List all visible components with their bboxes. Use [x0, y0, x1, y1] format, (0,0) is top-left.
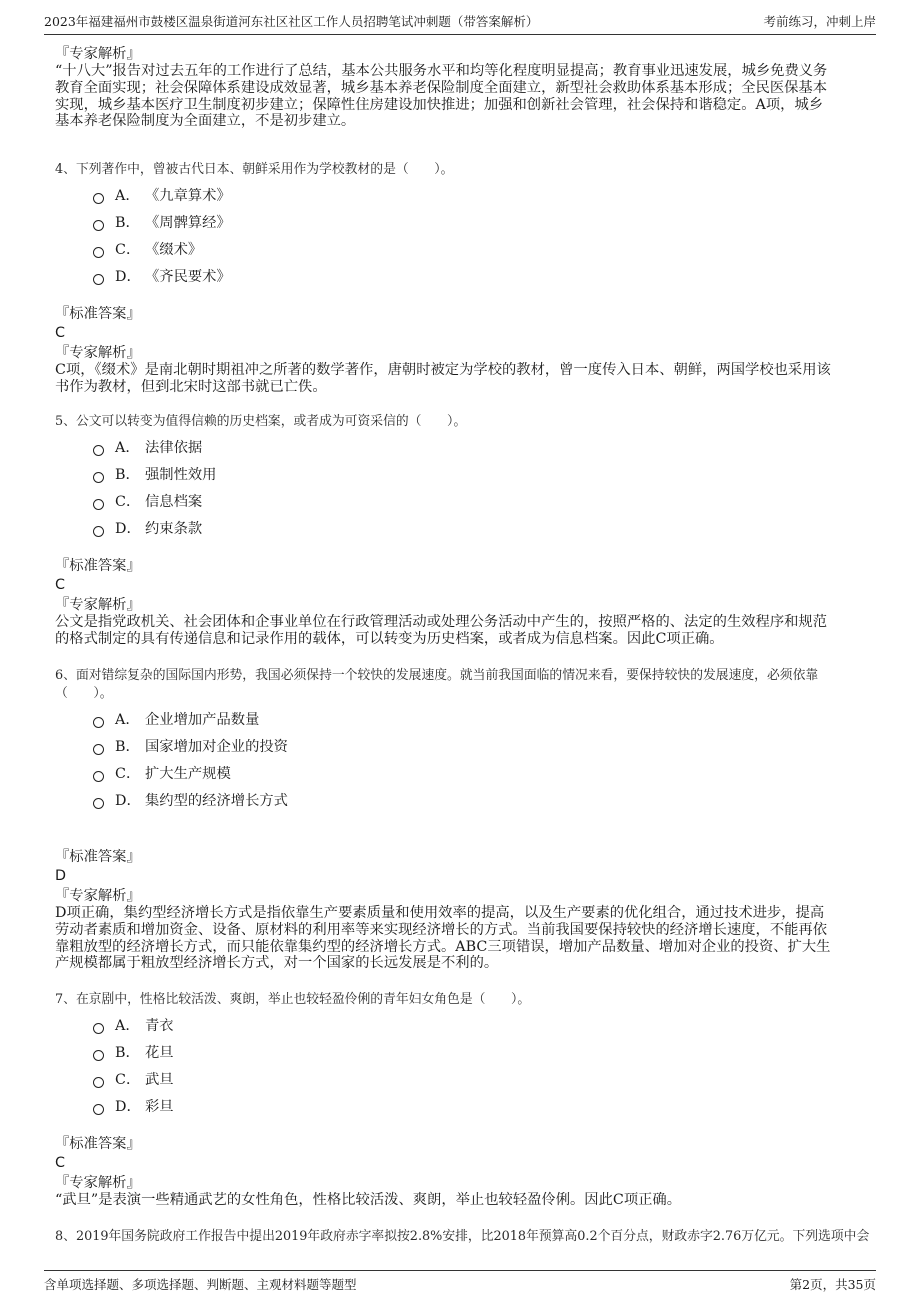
option-c[interactable]: C． 武旦 — [93, 1069, 174, 1089]
answer-value: C — [55, 577, 65, 593]
question-5-stem: 5、公文可以转变为值得信赖的历史档案，或者成为可资采信的（ ）。 — [55, 414, 467, 429]
radio-icon[interactable] — [93, 472, 104, 483]
radio-icon[interactable] — [93, 1023, 104, 1034]
analysis-line: 基本养老保险制度为全面建立，不是初步建立。 — [55, 113, 356, 130]
analysis-label: 『专家解析』 — [55, 888, 141, 904]
option-b[interactable]: B． 国家增加对企业的投资 — [93, 736, 288, 756]
option-c[interactable]: C． 《缀术》 — [93, 239, 202, 259]
option-b[interactable]: B． 《周髀算经》 — [93, 212, 231, 232]
answer-label: 『标准答案』 — [55, 306, 141, 322]
question-4-stem: 4、下列著作中，曾被古代日本、朝鲜采用作为学校教材的是（ ）。 — [55, 162, 454, 177]
answer-value: C — [55, 325, 65, 341]
analysis-label: 『专家解析』 — [55, 345, 141, 361]
radio-icon[interactable] — [93, 744, 104, 755]
option-b[interactable]: B． 花旦 — [93, 1042, 174, 1062]
option-a[interactable]: A． 企业增加产品数量 — [93, 709, 259, 729]
question-6-analysis: D项正确，集约型经济增长方式是指依靠生产要素质量和使用效率的提高，以及生产要素的优化组合，通过技术进步，提高 劳动者素质和增加资金、设备、原材料的利用率等来实现经济增长的方式。当前我国要保持较快的经济增长速度，不能再依 靠粗放型的经济增长方式，而只能依靠集约型的经济增长方式。ABC三项错误，增加产品数量、增加对企业的投资、扩大生 产规模都属于粗放型经济增长方式，对一个国家的长远发展是不利的。 — [55, 905, 831, 972]
analysis-line: “十八大”报告对过去五年的工作进行了总结，基本公共服务水平和均等化程度明显提高；教育事业迅速发展，城乡免费义务 — [55, 63, 828, 79]
question-4-analysis: C项，《缀术》是南北朝时期祖冲之所著的数学著作，唐朝时被定为学校的教材，曾一度传入日本、朝鲜，两国学校也采用该 书作为教材，但到北宋时这部书就已亡佚。 — [55, 362, 831, 395]
option-d[interactable]: D． 集约型的经济增长方式 — [93, 790, 288, 810]
radio-icon[interactable] — [93, 1077, 104, 1088]
question-5-analysis: 公文是指党政机关、社会团体和企事业单位在行政管理活动或处理公务活动中产生的，按照严格的、法定的生效程序和规范 的格式制定的具有传递信息和记录作用的载体，可以转变为历史档案，或者成为信息档案。因此C项正确。 — [55, 614, 828, 647]
analysis-line: 实现，城乡基本医疗卫生制度初步建立；保障性住房建设加快推进；加强和创新社会管理，社会保持和谐稳定。A项，城乡 — [55, 96, 824, 113]
radio-icon[interactable] — [93, 717, 104, 728]
analysis-label: 『专家解析』 — [55, 597, 141, 613]
page-number: 第2页，共35页 — [789, 1277, 876, 1292]
analysis-label: 『专家解析』 — [55, 46, 141, 62]
option-d[interactable]: D． 彩旦 — [93, 1096, 174, 1116]
document-title: 2023年福建福州市鼓楼区温泉街道河东社区社区工作人员招聘笔试冲刺题（带答案解析） — [44, 14, 539, 29]
radio-icon[interactable] — [93, 499, 104, 510]
answer-label: 『标准答案』 — [55, 1136, 141, 1152]
option-c[interactable]: C． 扩大生产规模 — [93, 763, 231, 783]
answer-value: D — [55, 868, 67, 884]
answer-value: C — [55, 1155, 65, 1171]
radio-icon[interactable] — [93, 193, 104, 204]
question-7-stem: 7、在京剧中，性格比较活泼、爽朗，举止也较轻盈伶俐的青年妇女角色是（ ）。 — [55, 992, 531, 1007]
radio-icon[interactable] — [93, 274, 104, 285]
q3-analysis — [55, 63, 870, 130]
radio-icon[interactable] — [93, 526, 104, 537]
option-a[interactable]: A． 青衣 — [93, 1015, 174, 1035]
radio-icon[interactable] — [93, 220, 104, 231]
analysis-line: 教育全面实现；社会保障体系建设成效显著，城乡基本养老保险制度全面建立，新型社会救助体系基本形成；全民医保基本 — [55, 79, 828, 96]
question-7-analysis: “武旦”是表演一些精通武艺的女性角色，性格比较活泼、爽朗，举止也较轻盈伶俐。因此C项正确。 — [55, 1192, 682, 1208]
answer-label: 『标准答案』 — [55, 558, 141, 574]
option-d[interactable]: D． 约束条款 — [93, 518, 202, 538]
radio-icon[interactable] — [93, 445, 104, 456]
question-8-stem: 8、2019年国务院政府工作报告中提出2019年政府赤字率拟按2.8%安排，比2018年预算高0.2个百分点，财政赤字2.76万亿元。下列选项中会 — [55, 1229, 870, 1244]
page-footer — [44, 1270, 876, 1293]
radio-icon[interactable] — [93, 1050, 104, 1061]
radio-icon[interactable] — [93, 771, 104, 782]
page-header — [44, 12, 876, 35]
analysis-label: 『专家解析』 — [55, 1175, 141, 1191]
radio-icon[interactable] — [93, 1104, 104, 1115]
option-c[interactable]: C． 信息档案 — [93, 491, 202, 511]
radio-icon[interactable] — [93, 247, 104, 258]
option-d[interactable]: D． 《齐民要术》 — [93, 266, 231, 286]
answer-label: 『标准答案』 — [55, 849, 141, 865]
radio-icon[interactable] — [93, 798, 104, 809]
option-a[interactable]: A． 法律依据 — [93, 437, 202, 457]
option-a[interactable]: A． 《九章算术》 — [93, 185, 231, 205]
option-b[interactable]: B． 强制性效用 — [93, 464, 216, 484]
header-slogan: 考前练习，冲刺上岸 — [763, 14, 876, 29]
question-6-stem: 6、面对错综复杂的国际国内形势，我国必须保持一个较快的发展速度。就当前我国面临的情况来看，要保持较快的发展速度，必须依靠（ ）。 — [55, 668, 819, 701]
footer-note: 含单项选择题、多项选择题、判断题、主观材料题等题型 — [44, 1277, 357, 1292]
